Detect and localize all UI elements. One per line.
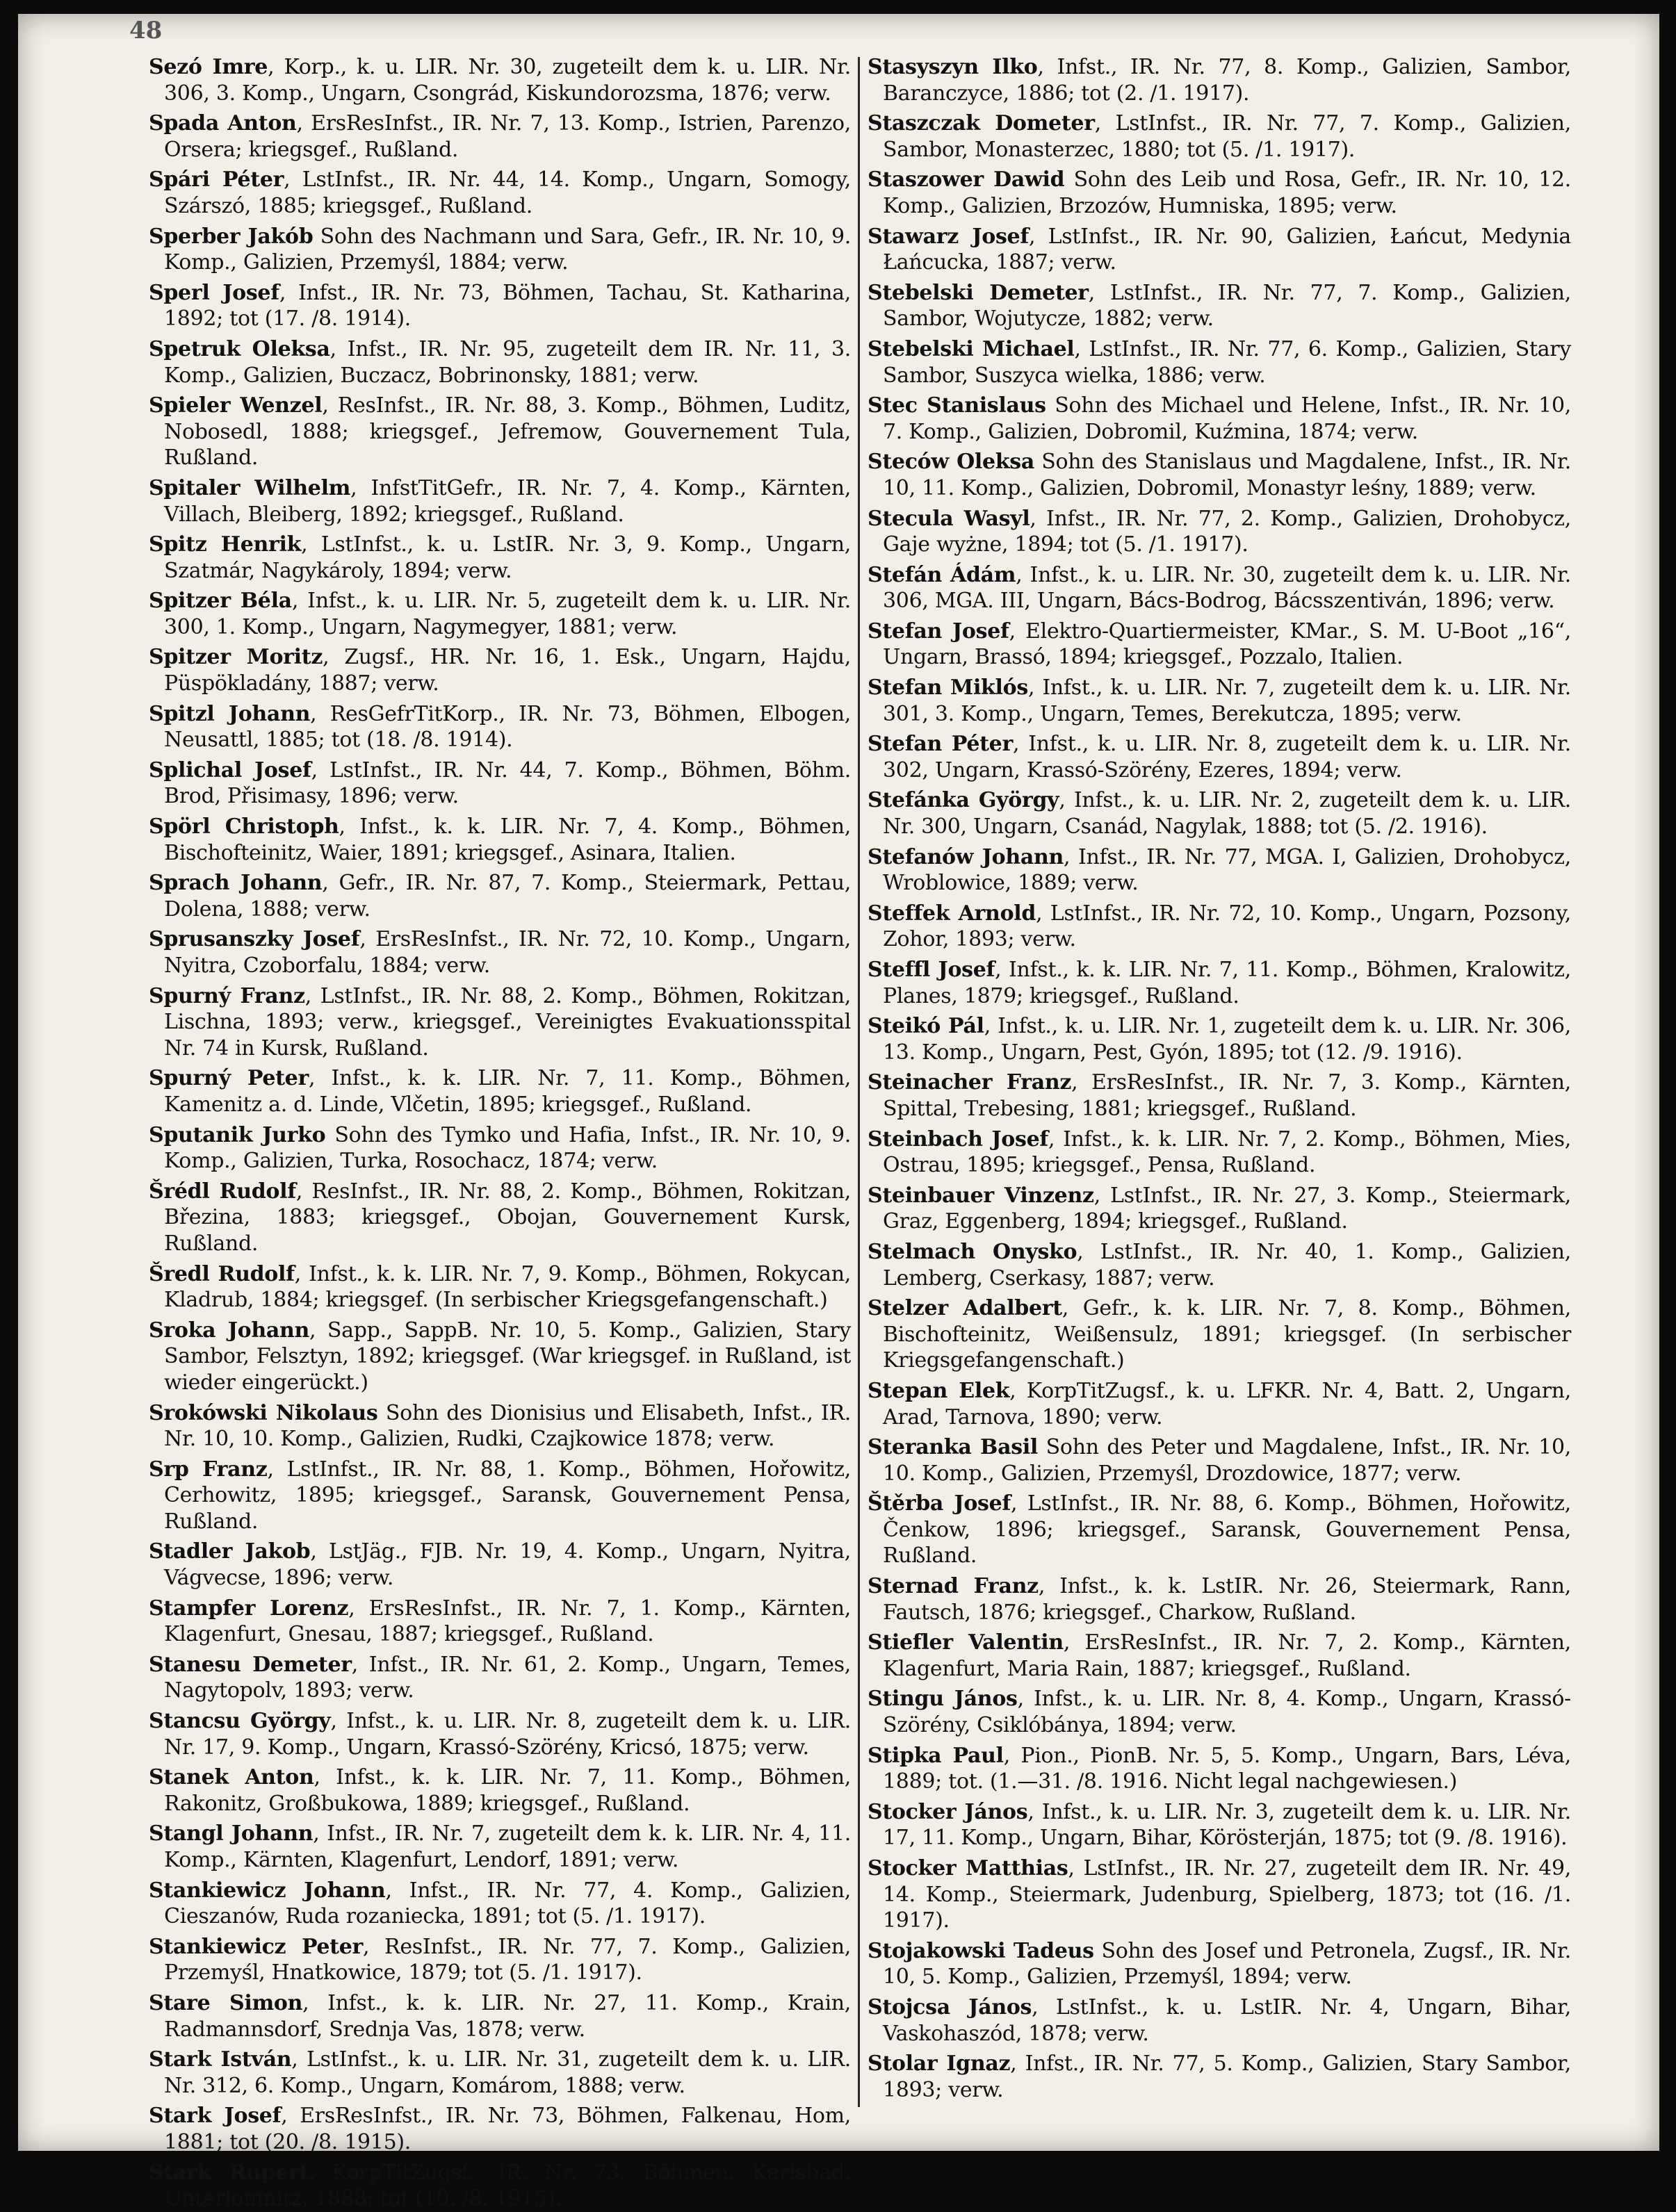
roster-entry [149, 644, 851, 696]
entry-details: , ErsResInfst., IR. Nr. 72, 10. Komp., Ungarn, Nyitra, Czoborfalu, 1884; verw. [164, 927, 851, 978]
entry-name: Stefan Josef [868, 618, 1009, 644]
entry-name: Spitaler Wilhelm [149, 475, 351, 500]
roster-entry [149, 393, 851, 471]
entry-details: Sohn des Nachmann und Sara, Gefr., IR. Nr. 10, 9. Komp., Galizien, Przemyśl, 1884; verw. [164, 224, 851, 275]
entry-details: , Elektro-Quartiermeister, KMar., S. M. U-Boot „16“, Ungarn, Brassó, 1894; kriegsgef., Pozzalo, Italien. [883, 618, 1571, 670]
roster-entry [868, 224, 1571, 276]
entry-name: Sperl Josef [149, 280, 279, 305]
entry-name: Stawarz Josef [868, 224, 1029, 249]
column-divider [858, 57, 860, 2107]
roster-entry [149, 2103, 851, 2155]
entry-details: , ErsResInfst., IR. Nr. 7, 3. Komp., Kärnten, Spittal, Trebesing, 1881; kriegsgef., Rußland. [883, 1070, 1571, 1121]
roster-entry [868, 731, 1571, 783]
entry-name: Stocker Matthias [868, 1856, 1068, 1881]
entry-details: , LstInfst., IR. Nr. 88, 2. Komp., Böhmen, Rokitzan, Lischna, 1893; verw., kriegsgef., Vereinigtes Evakuationsspital Nr. 74 in Kursk, Rußland. [164, 983, 851, 1060]
entry-name: Sprusanszky Josef [149, 927, 360, 952]
roster-entry [868, 280, 1571, 332]
roster-entry [149, 167, 851, 219]
left-column [149, 54, 852, 2211]
entry-name: Stancsu György [149, 1709, 331, 1734]
roster-entry [868, 167, 1571, 219]
entry-name: Stiefler Valentin [868, 1630, 1064, 1655]
entry-name: Stec Stanislaus [868, 393, 1046, 418]
roster-entry [868, 1743, 1571, 1795]
entry-name: Stelzer Adalbert [868, 1296, 1062, 1321]
entry-name: Stankiewicz Peter [149, 1934, 364, 1959]
roster-entry [868, 1938, 1571, 1990]
entry-name: Stark Josef [149, 2104, 282, 2129]
entry-name: Spitzer Béla [149, 589, 292, 614]
entry-name: Sperber Jakób [149, 224, 314, 249]
roster-entry [149, 1261, 851, 1313]
roster-entry [868, 1573, 1571, 1625]
entry-details: , LstInfst., IR. Nr. 72, 10. Komp., Ungarn, Pozsony, Zohor, 1893; verw. [883, 901, 1571, 952]
entry-name: Sputanik Jurko [149, 1122, 326, 1147]
entry-name: Staszczak Dometer [868, 111, 1095, 136]
entry-name: Spurný Peter [149, 1066, 309, 1091]
entry-name: Spitzer Moritz [149, 645, 323, 670]
entry-details: , Infst., k. u. LIR. Nr. 5, zugeteilt dem k. u. LIR. Nr. 300, 1. Komp., Ungarn, Nagymegyer, 1881; verw. [164, 589, 851, 639]
entry-name: Stefan Miklós [868, 675, 1028, 701]
entry-name: Stelmach Onysko [868, 1239, 1077, 1264]
entry-name: Spada Anton [149, 111, 297, 136]
roster-entry [149, 1708, 851, 1760]
entry-details: , Infst., k. u. LIR. Nr. 8, 4. Komp., Ungarn, Krassó-Szörény, Csiklóbánya, 1894; verw. [883, 1687, 1571, 1738]
entry-details: Sohn des Tymko und Hafia, Infst., IR. Nr. 10, 9. Komp., Galizien, Turka, Rosochacz, 1874; verw. [164, 1122, 851, 1174]
entry-details: , KorpTitZugsf., IR. Nr. 73, Böhmen, Karlsbad, Unterlomnitz, 1888; tot (10. /8. 1915). [164, 2160, 851, 2211]
roster-entry [149, 1764, 851, 1817]
entry-details: Sohn des Stanislaus und Magdalene, Infst., IR. Nr. 10, 11. Komp., Galizien, Dobromil, Monastyr leśny, 1889; verw. [883, 450, 1571, 500]
entry-details: Sohn des Dionisius und Elisabeth, Infst., IR. Nr. 10, 10. Komp., Galizien, Rudki, Czajkowice 1878; verw. [164, 1400, 851, 1452]
entry-details: , LstJäg., FJB. Nr. 19, 4. Komp., Ungarn, Nyitra, Vágvecse, 1896; verw. [164, 1539, 851, 1591]
roster-entry [149, 1596, 851, 1648]
entry-details: , InfstTitGefr., IR. Nr. 7, 4. Komp., Kärnten, Villach, Bleiberg, 1892; kriegsgef., Rußland. [164, 475, 851, 527]
roster-entry [868, 1686, 1571, 1738]
entry-name: Spári Péter [149, 167, 284, 192]
entry-details: Sohn des Leib und Rosa, Gefr., IR. Nr. 10, 12. Komp., Galizien, Brzozów, Humniska, 1895; verw. [883, 167, 1572, 218]
entry-name: Steinbach Josef [868, 1127, 1048, 1152]
roster-entry [868, 844, 1571, 896]
entry-details: , LstInfst., k. u. LstIR. Nr. 4, Ungarn, Bihar, Vaskohaszód, 1878; verw. [883, 1994, 1571, 2046]
roster-entry [149, 701, 851, 753]
entry-name: Stebelski Demeter [868, 280, 1089, 305]
entry-name: Spörl Christoph [149, 814, 339, 839]
entry-details: , Pion., PionB. Nr. 5, 5. Komp., Ungarn, Bars, Léva, 1889; tot. (1.—31. /8. 1916. Nicht legal nachgewiesen.) [883, 1743, 1571, 1794]
entry-name: Steranka Basil [868, 1435, 1039, 1460]
roster-entry [149, 280, 851, 332]
entry-name: Stebelski Michael [868, 336, 1075, 361]
entry-details: , ErsResInfst., IR. Nr. 7, 13. Komp., Istrien, Parenzo, Orsera; kriegsgef., Rußland. [164, 111, 852, 162]
roster-entry [149, 1179, 851, 1257]
entry-details: , Infst., IR. Nr. 61, 2. Komp., Ungarn, Temes, Nagytopolv, 1893; verw. [164, 1652, 851, 1703]
roster-entry [149, 336, 851, 388]
entry-name: Šrédl Rudolf [149, 1179, 296, 1204]
entry-name: Spitz Henrik [149, 532, 302, 557]
entry-name: Stocker János [868, 1799, 1028, 1824]
entry-details: , Infst., k. k. LIR. Nr. 27, 11. Komp., Krain, Radmannsdorf, Srednja Vas, 1878; verw. [164, 1990, 852, 2042]
entry-details: , Infst., IR. Nr. 77, 2. Komp., Galizien, Drohobycz, Gaje wyżne, 1894; tot (5. /1. 1917). [883, 506, 1571, 557]
roster-entry [868, 787, 1571, 839]
entry-details: , Infst., k. u. LIR. Nr. 8, zugeteilt dem k. u. LIR. Nr. 17, 9. Komp., Ungarn, Krassó-Szörény, Kricsó, 1875; verw. [164, 1709, 851, 1760]
roster-entry [868, 1295, 1571, 1374]
entry-details: , LstInfst., IR. Nr. 77, 7. Komp., Galizien, Sambor, Wojutycze, 1882; verw. [883, 280, 1572, 331]
entry-name: Steffek Arnold [868, 901, 1036, 926]
entry-details: , LstInfst., k. u. LIR. Nr. 31, zugeteilt dem k. u. LIR. Nr. 312, 6. Komp., Ungarn, Komárom, 1888; verw. [164, 2047, 851, 2098]
entry-details: , ResInfst., IR. Nr. 88, 2. Komp., Böhmen, Rokitzan, Březina, 1883; kriegsgef., Obojan, Gouvernement Kursk, Rußland. [164, 1179, 851, 1256]
entry-name: Stadler Jakob [149, 1539, 311, 1564]
entry-name: Steinacher Franz [868, 1070, 1072, 1095]
entry-name: Srokówski Nikolaus [149, 1400, 378, 1425]
roster-entry [868, 110, 1571, 163]
entry-details: , Infst., IR. Nr. 73, Böhmen, Tachau, St. Katharina, 1892; tot (17. /8. 1914). [164, 280, 851, 331]
entry-name: Spitzl Johann [149, 701, 311, 726]
entry-name: Spurný Franz [149, 983, 305, 1008]
entry-name: Spetruk Oleksa [149, 336, 330, 361]
entry-name: Stingu János [868, 1687, 1018, 1712]
roster-entry [868, 449, 1571, 501]
entry-details: , Gefr., k. k. LIR. Nr. 7, 8. Komp., Böhmen, Bischofteinitz, Weißensulz, 1891; kriegsgef. (In serbischer Kriegsgefangenschaft.) [883, 1296, 1571, 1373]
entry-name: Stipka Paul [868, 1743, 1004, 1768]
entry-name: Steinbauer Vinzenz [868, 1183, 1094, 1208]
entry-details: , Infst., IR. Nr. 77, 5. Komp., Galizien, Stary Sambor, 1893; verw. [883, 2051, 1571, 2102]
roster-entry [149, 54, 851, 106]
roster-entry [868, 1127, 1571, 1179]
roster-entry [868, 1799, 1571, 1851]
entry-details: , ResInfst., IR. Nr. 77, 7. Komp., Galizien, Przemyśl, Hnatkowice, 1879; tot (5. /1. 1917). [164, 1934, 851, 1985]
entry-details: , Infst., k. k. LIR. Nr. 7, 11. Komp., Böhmen, Kralowitz, Planes, 1879; kriegsgef., Rußland. [883, 958, 1571, 1008]
roster-entry [868, 2051, 1571, 2103]
roster-entry [868, 1630, 1571, 1682]
entry-details: , Infst., k. u. LIR. Nr. 7, zugeteilt dem k. u. LIR. Nr. 301, 3. Komp., Ungarn, Temes, Berekutcza, 1895; verw. [883, 675, 1571, 726]
entry-details: , Infst., k. u. LIR. Nr. 1, zugeteilt dem k. u. LIR. Nr. 306, 13. Komp., Ungarn, Pest, Gyón, 1895; tot (12. /9. 1916). [883, 1014, 1571, 1065]
entry-details: , LstInfst., IR. Nr. 77, 6. Komp., Galizien, Stary Sambor, Suszyca wielka, 1886; verw. [883, 336, 1571, 388]
entry-details: , LstInfst., IR. Nr. 88, 6. Komp., Böhmen, Hořowitz, Čenkow, 1896; kriegsgef., Saransk, Gouvernement Pensa, Rußland. [883, 1491, 1571, 1568]
entry-details: , Infst., IR. Nr. 7, zugeteilt dem k. k. LIR. Nr. 4, 11. Komp., Kärnten, Klagenfurt, Lendorf, 1891; verw. [164, 1821, 851, 1872]
entry-name: Stefan Péter [868, 732, 1013, 757]
entry-details: , LstInfst., k. u. LstIR. Nr. 3, 9. Komp., Ungarn, Szatmár, Nagykároly, 1894; verw. [164, 532, 851, 583]
entry-name: Steffl Josef [868, 958, 995, 982]
entry-name: Stankiewicz Johann [149, 1878, 386, 1903]
entry-details: , ErsResInfst., IR. Nr. 7, 2. Komp., Kärnten, Klagenfurt, Maria Rain, 1887; kriegsgef., Rußland. [883, 1630, 1571, 1681]
entry-details: , KorpTitZugsf., k. u. LFKR. Nr. 4, Batt. 2, Ungarn, Arad, Tarnova, 1890; verw. [883, 1378, 1571, 1429]
roster-entry [149, 814, 851, 866]
entry-details: , Infst., k. k. LIR. Nr. 7, 4. Komp., Böhmen, Bischofteinitz, Waier, 1891; kriegsgef., Asinara, Italien. [164, 814, 851, 865]
entry-details: , Infst., k. k. LIR. Nr. 7, 2. Komp., Böhmen, Mies, Ostrau, 1895; kriegsgef., Pensa, Rußland. [883, 1127, 1571, 1178]
entry-details: , LstInfst., IR. Nr. 90, Galizien, Łańcut, Medynia Łańcucka, 1887; verw. [883, 224, 1571, 275]
entry-details: , ResInfst., IR. Nr. 88, 3. Komp., Böhmen, Luditz, Nobosedl, 1888; kriegsgef., Jefremow, Gouvernement Tula, Rußland. [164, 393, 851, 470]
entry-details: , LstInfst., IR. Nr. 27, zugeteilt dem IR. Nr. 49, 14. Komp., Steiermark, Judenburg, Spielberg, 1873; tot (16. /1. 1917). [883, 1856, 1571, 1933]
entry-name: Stolar Ignaz [868, 2051, 1011, 2076]
roster-entry [868, 957, 1571, 1009]
entry-details: , LstInfst., IR. Nr. 88, 1. Komp., Böhmen, Hořowitz, Cerhowitz, 1895; kriegsgef., Saransk, Gouvernement Pensa, Rußland. [164, 1457, 851, 1534]
roster-entry [149, 1065, 851, 1117]
entry-details: Sohn des Peter und Magdalene, Infst., IR. Nr. 10, 10. Komp., Galizien, Przemyśl, Drozdowice, 1877; verw. [883, 1435, 1571, 1486]
entry-details: , Infst., k. k. LIR. Nr. 7, 9. Komp., Böhmen, Rokycan, Kladrub, 1884; kriegsgef. (In serbischer Kriegsgefangenschaft.) [164, 1261, 851, 1313]
entry-name: Staszower Dawid [868, 167, 1065, 192]
entry-details: , Korp., k. u. LIR. Nr. 30, zugeteilt dem k. u. LIR. Nr. 306, 3. Komp., Ungarn, Csongrád, Kiskundorozsma, 1876; verw. [164, 55, 851, 106]
roster-entry [149, 224, 851, 276]
roster-entry [149, 2047, 851, 2099]
entry-name: Stanesu Demeter [149, 1652, 352, 1677]
entry-details: , ResGefrTitKorp., IR. Nr. 73, Böhmen, Elbogen, Neusattl, 1885; tot (18. /8. 1914). [164, 701, 852, 753]
entry-details: , Infst., IR. Nr. 95, zugeteilt dem IR. Nr. 11, 3. Komp., Galizien, Buczacz, Bobrinonsky, 1881; verw. [164, 336, 851, 388]
roster-entry [149, 983, 851, 1062]
roster-entry [868, 1434, 1571, 1486]
entry-name: Stanek Anton [149, 1765, 314, 1790]
entry-details: , Infst., k. u. LIR. Nr. 30, zugeteilt dem k. u. LIR. Nr. 306, MGA. III, Ungarn, Bács-Bodrog, Bácsszentiván, 1896; verw. [883, 562, 1571, 614]
entry-details: Sohn des Michael und Helene, Infst., IR. Nr. 10, 7. Komp., Galizien, Dobromil, Kuźmina, 1874; verw. [883, 393, 1571, 444]
entry-details: , ErsResInfst., IR. Nr. 7, 1. Komp., Kärnten, Klagenfurt, Gnesau, 1887; kriegsgef., Rußland. [164, 1596, 851, 1647]
page-number: 48 [129, 17, 163, 44]
roster-entry [149, 757, 851, 810]
entry-details: , Infst., IR. Nr. 77, 4. Komp., Galizien, Cieszanów, Ruda rozaniecka, 1891; tot (5. /1. 1917). [164, 1878, 851, 1929]
right-column [868, 54, 1571, 2111]
entry-name: Splichal Josef [149, 757, 311, 783]
entry-details: , Infst., k. k. LstIR. Nr. 26, Steiermark, Rann, Fautsch, 1876; kriegsgef., Charkow, Rußland. [883, 1574, 1571, 1625]
entry-details: , ErsResInfst., IR. Nr. 73, Böhmen, Falkenau, Hom, 1881; tot (20. /8. 1915). [164, 2104, 851, 2154]
entry-name: Stefanów Johann [868, 844, 1064, 869]
entry-name: Sternad Franz [868, 1574, 1039, 1599]
entry-name: Steikó Pál [868, 1014, 984, 1039]
roster-entry [149, 2160, 851, 2212]
roster-entry [868, 1378, 1571, 1430]
entry-name: Stojcsa János [868, 1994, 1032, 2020]
roster-entry [149, 1457, 851, 1535]
roster-entry [149, 926, 851, 978]
entry-name: Stepan Elek [868, 1378, 1010, 1403]
roster-entry [868, 1994, 1571, 2047]
roster-entry [868, 506, 1571, 558]
roster-entry [149, 1878, 851, 1930]
entry-name: Štěrba Josef [868, 1491, 1011, 1516]
roster-entry [149, 1934, 851, 1986]
roster-entry [868, 54, 1571, 106]
entry-details: , Gefr., IR. Nr. 87, 7. Komp., Steiermark, Pettau, Dolena, 1888; verw. [164, 871, 851, 921]
roster-entry [149, 870, 851, 922]
entry-details: Sohn des Josef und Petronela, Zugsf., IR. Nr. 10, 5. Komp., Galizien, Przemyśl, 1894; verw. [883, 1938, 1571, 1990]
entry-name: Stark Rupert [149, 2160, 309, 2185]
document-page [18, 14, 1659, 2211]
entry-details: , Infst., IR. Nr. 77, MGA. I, Galizien, Drohobycz, Wroblowice, 1889; verw. [883, 844, 1571, 896]
roster-entry [149, 1122, 851, 1174]
roster-entry [149, 1821, 851, 1873]
entry-details: , Infst., IR. Nr. 77, 8. Komp., Galizien, Sambor, Baranczyce, 1886; tot (2. /1. 1917). [883, 55, 1571, 106]
entry-name: Steców Oleksa [868, 450, 1034, 475]
entry-name: Stecula Wasyl [868, 506, 1030, 531]
entry-details: , Zugsf., HR. Nr. 16, 1. Esk., Ungarn, Hajdu, Püspökladány, 1887; verw. [164, 645, 851, 696]
entry-details: , Infst., k. k. LIR. Nr. 7, 11. Komp., Böhmen, Rakonitz, Großbukowa, 1889; kriegsgef., Rußland. [164, 1765, 851, 1816]
roster-entry [868, 618, 1571, 671]
entry-name: Stasyszyn Ilko [868, 55, 1038, 79]
entry-name: Stefánka György [868, 788, 1059, 813]
entry-details: , Sapp., SappB. Nr. 10, 5. Komp., Galizien, Stary Sambor, Felsztyn, 1892; kriegsgef. (War kriegsgef. in Rußland, ist wieder eingerückt.) [164, 1318, 851, 1395]
entry-name: Stefán Ádám [868, 562, 1016, 587]
entry-name: Spieler Wenzel [149, 393, 323, 418]
roster-entry [868, 336, 1571, 388]
roster-entry [868, 675, 1571, 727]
roster-entry [868, 562, 1571, 614]
roster-entry [149, 1400, 851, 1452]
entry-name: Stojakowski Tadeus [868, 1938, 1094, 1963]
roster-entry [149, 1990, 851, 2042]
entry-name: Sroka Johann [149, 1318, 310, 1343]
roster-entry [868, 901, 1571, 953]
entry-details: , LstInfst., IR. Nr. 44, 14. Komp., Ungarn, Somogy, Szárszó, 1885; kriegsgef., Rußland. [164, 167, 851, 218]
roster-entry [868, 393, 1571, 445]
entry-name: Stark István [149, 2047, 292, 2072]
roster-entry [149, 475, 851, 527]
roster-entry [149, 532, 851, 584]
roster-entry [868, 1013, 1571, 1065]
entry-name: Sezó Imre [149, 55, 268, 79]
entry-details: , Infst., k. k. LIR. Nr. 7, 11. Komp., Böhmen, Kamenitz a. d. Linde, Vlčetin, 1895; kriegsgef., Rußland. [164, 1066, 852, 1117]
entry-name: Stare Simon [149, 1990, 303, 2015]
entry-details: , LstInfst., IR. Nr. 77, 7. Komp., Galizien, Sambor, Monasterzec, 1880; tot (5. /1. 1917). [883, 111, 1571, 162]
entry-details: , Infst., k. u. LIR. Nr. 8, zugeteilt dem k. u. LIR. Nr. 302, Ungarn, Krassó-Szörény, Ezeres, 1894; verw. [883, 732, 1571, 783]
entry-name: Stampfer Lorenz [149, 1596, 349, 1621]
roster-entry [868, 1239, 1571, 1291]
entry-details: , LstInfst., IR. Nr. 40, 1. Komp., Galizien, Lemberg, Cserkasy, 1887; verw. [883, 1239, 1571, 1291]
roster-entry [149, 588, 851, 640]
entry-details: , Infst., k. u. LIR. Nr. 2, zugeteilt dem k. u. LIR. Nr. 300, Ungarn, Csanád, Nagylak, 1888; tot (5. /2. 1916). [883, 788, 1571, 839]
entry-name: Šredl Rudolf [149, 1261, 295, 1286]
entry-details: , LstInfst., IR. Nr. 27, 3. Komp., Steiermark, Graz, Eggenberg, 1894; kriegsgef., Rußland. [883, 1183, 1571, 1234]
roster-entry [868, 1491, 1571, 1569]
roster-entry [149, 1652, 851, 1704]
roster-entry [149, 1318, 851, 1396]
entry-details: , LstInfst., IR. Nr. 44, 7. Komp., Böhmen, Böhm. Brod, Přisimasy, 1896; verw. [164, 757, 851, 809]
entry-name: Srp Franz [149, 1457, 268, 1482]
roster-entry [868, 1070, 1571, 1122]
roster-entry [149, 110, 851, 163]
roster-entry [868, 1855, 1571, 1934]
entry-name: Stangl Johann [149, 1821, 314, 1846]
entry-details: , Infst., k. u. LIR. Nr. 3, zugeteilt dem k. u. LIR. Nr. 17, 11. Komp., Ungarn, Bihar, Körösterján, 1875; tot (9. /8. 1916). [883, 1799, 1571, 1851]
roster-entry [868, 1183, 1571, 1235]
roster-entry [149, 1539, 851, 1591]
entry-name: Sprach Johann [149, 871, 323, 896]
